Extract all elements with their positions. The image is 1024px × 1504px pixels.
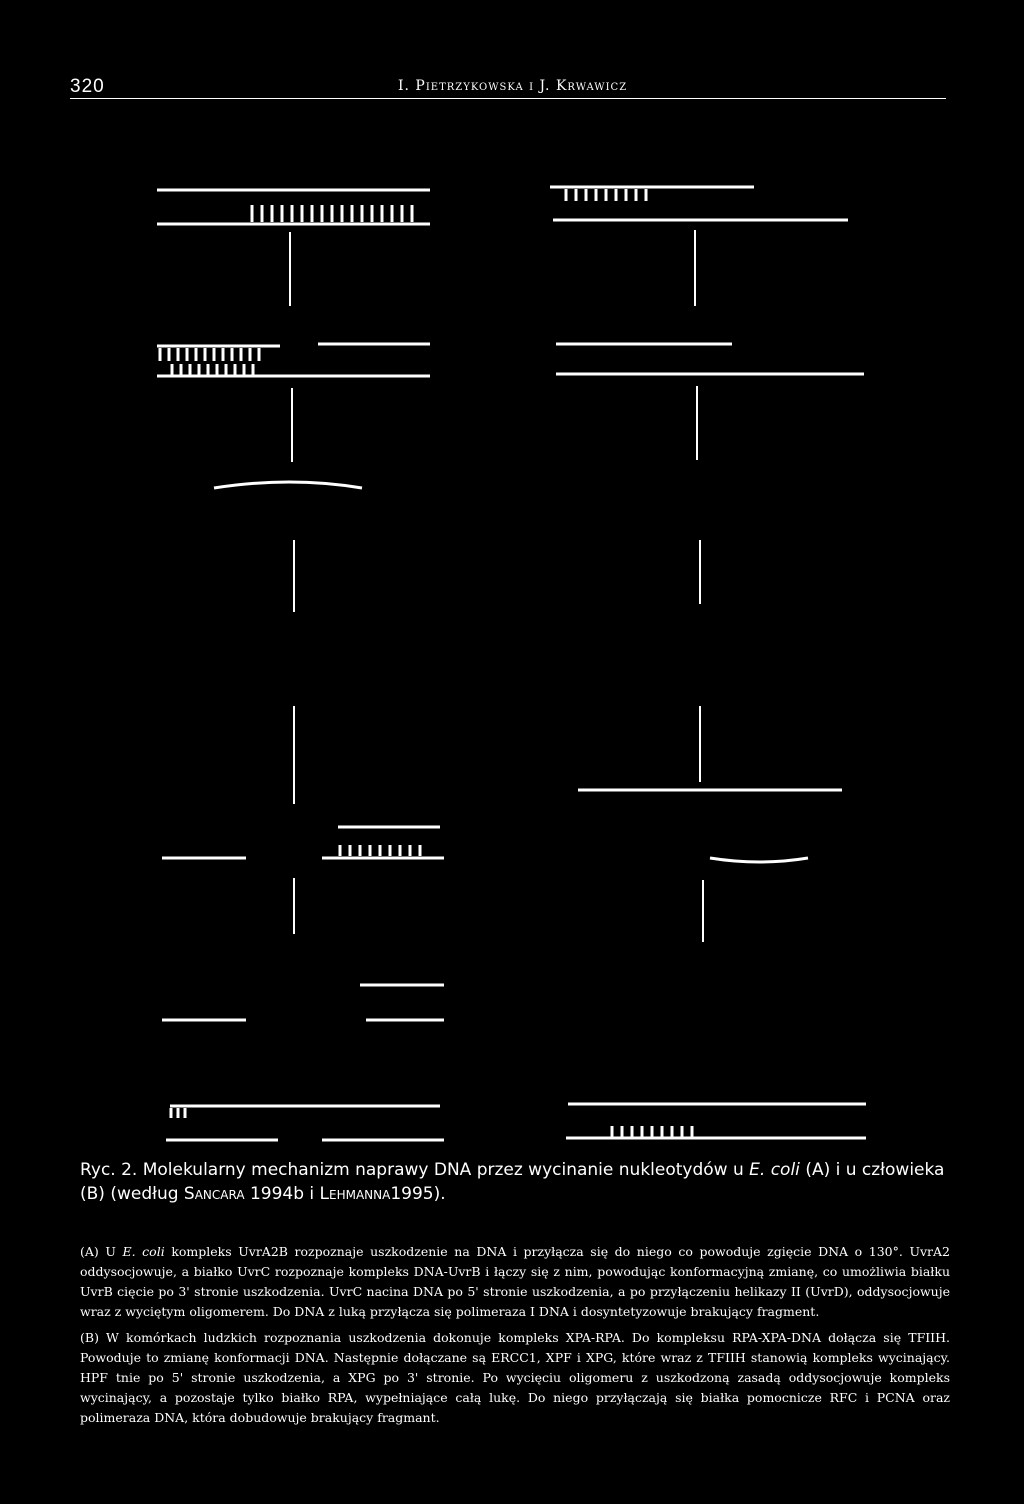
- dna-bent: [710, 858, 808, 862]
- caption-text-b: (A) i u człowieka (B) (według: [80, 1160, 945, 1204]
- running-head-authors: I. Pietrzykowska i J. Krwawicz: [398, 78, 628, 94]
- caption-ref2-author: Lehmanna: [319, 1184, 391, 1204]
- caption-ref1-author: Sancara: [183, 1184, 245, 1204]
- dna-base-pairs: [171, 1108, 185, 1118]
- caption-label: Ryc. 2.: [80, 1160, 138, 1180]
- dna-base-pairs: [340, 845, 420, 856]
- legend-a-organism: E. coli: [122, 1244, 165, 1259]
- legend-panel-a: [80, 1242, 950, 1322]
- caption-organism: E. coli: [749, 1160, 800, 1180]
- caption-ref2-year: 1995).: [390, 1184, 446, 1204]
- figure-caption: [80, 1158, 950, 1206]
- page-number: 320: [70, 76, 105, 97]
- dna-base-pairs: [612, 1126, 692, 1137]
- dna-base-pairs: [160, 348, 259, 375]
- legend-b-text: (B) W komórkach ludzkich rozpoznania uszkodzenia dokonuje kompleks XPA-RPA. Do kompleksu RPA-XPA-DNA dołącza się TFIIH. Powoduje to zmianę konformacji DNA. Następnie dołączane są ERCC1, XPF i XPG, które wraz z TFIIH stanowią kompleks wycinający. HPF tnie po 5' stronie uszkodzenia, a XPG po 3' stronie. Po wycięciu oligomeru z uszkodzoną zasadą oddysocjowuje kompleks wycinający, a pozostaje tylko białko RPA, wypełniające całą lukę. Do niego przyłączają się białka pomocnicze RFC i PCNA oraz polimeraza DNA, która dobudowuje brakujący fragmant.: [80, 1330, 950, 1425]
- caption-ref1-year: 1994b i: [249, 1184, 315, 1204]
- dna-base-pairs: [252, 205, 412, 222]
- dna-base-pairs: [566, 189, 646, 201]
- panel-a-diagram: [157, 190, 444, 1140]
- dna-bent: [214, 482, 362, 488]
- caption-text-a: Molekularny mechanizm naprawy DNA przez wycinanie nukleotydów u: [142, 1160, 744, 1180]
- legend-a-label: (A) U: [80, 1244, 116, 1259]
- panel-b-diagram: [550, 187, 866, 1138]
- legend-panel-b: [80, 1328, 950, 1428]
- legend-a-text: kompleks UvrA2B rozpoznaje uszkodzenie na DNA i przyłącza się do niego co powoduje zgięcie DNA o 130°. UvrA2 oddysocjowuje, a białko UvrC rozpoznaje kompleks DNA-UvrB i łączy się z nim, powodując konformacyjną zmianę, co umożliwia białku UvrB cięcie po 3' stronie uszkodzenia. UvrC nacina DNA po 5' stronie uszkodzenia, a po przyłączeniu helikazy II (UvrD), oddysocjowuje wraz z wyciętym oligomerem. Do DNA z luką przyłącza się polimeraza I DNA i dosyntetyzowuje brakujący fragment.: [80, 1244, 950, 1319]
